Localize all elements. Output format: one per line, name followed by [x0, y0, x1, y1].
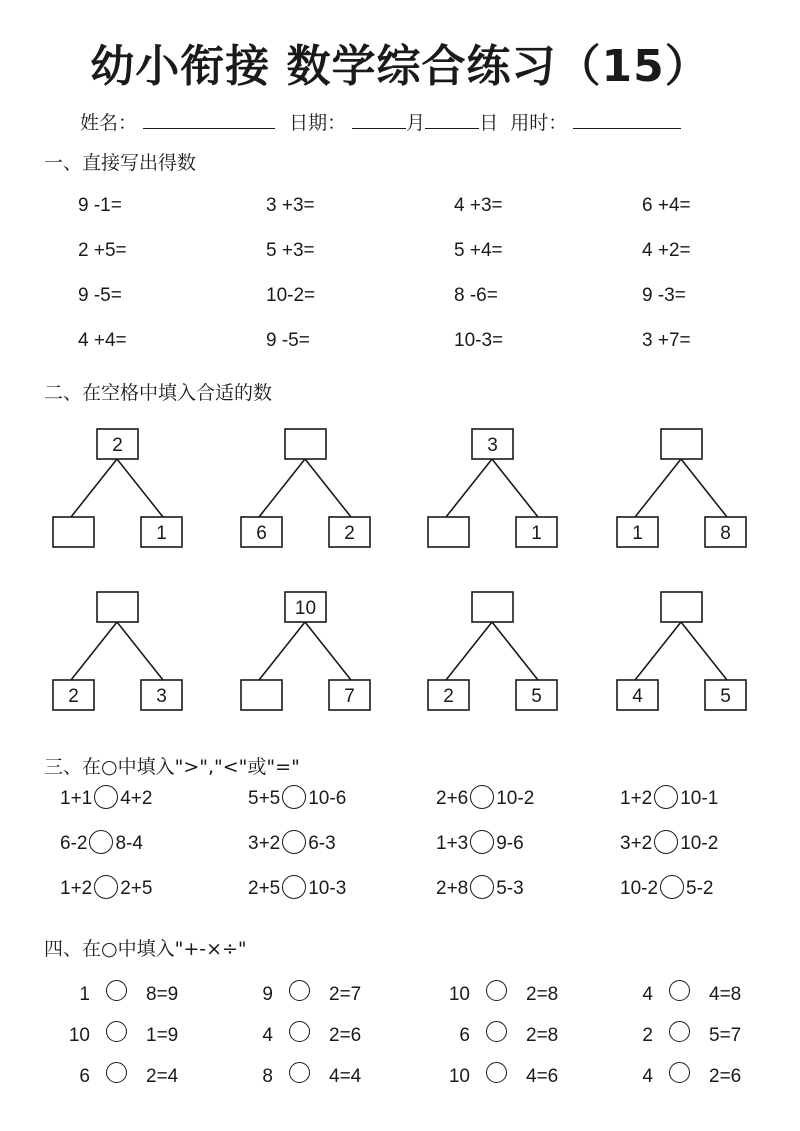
bond-line: [681, 459, 727, 517]
answer-circle[interactable]: [470, 785, 494, 809]
arithmetic-problem: 3 +3=: [266, 195, 315, 216]
compare-problem: [436, 787, 534, 811]
arithmetic-problem: 4 +4=: [78, 330, 127, 351]
compare-right: 10-6: [308, 788, 347, 810]
bond-line: [71, 622, 117, 680]
bond-box-top[interactable]: [285, 429, 326, 459]
arithmetic-problem: 6 +4=: [642, 195, 691, 216]
operator-circle[interactable]: [289, 1062, 310, 1083]
bond-box-top[interactable]: [472, 592, 513, 622]
answer-circle[interactable]: [94, 875, 118, 899]
bond-box-top[interactable]: [661, 592, 702, 622]
compare-problem: [248, 832, 336, 856]
compare-right: 9-6: [496, 833, 524, 855]
bond-line: [117, 459, 163, 517]
arithmetic-problem: 10-2=: [266, 285, 316, 306]
compare-right: 4+2: [120, 788, 153, 810]
operator-left-number: 10: [68, 1025, 90, 1046]
bond-number: 1: [632, 523, 643, 544]
compare-problem: [436, 832, 524, 856]
operator-left-number: 8: [262, 1066, 273, 1087]
number-bond-tree: [241, 592, 370, 710]
bond-line: [117, 622, 163, 680]
operator-circle[interactable]: [486, 1021, 507, 1042]
section-1-heading: 一、直接写出得数: [44, 152, 197, 174]
answer-circle[interactable]: [654, 830, 678, 854]
operator-left-number: 10: [448, 984, 470, 1005]
number-bond-tree: [617, 592, 746, 710]
operator-right-expression: 4=4: [329, 1066, 362, 1087]
number-bond-tree: [53, 429, 182, 547]
arithmetic-problem: 5 +4=: [454, 240, 503, 261]
arithmetic-problem: 9 -5=: [266, 330, 310, 351]
compare-problem: [620, 787, 718, 811]
bond-number: 7: [344, 686, 355, 707]
operator-left-number: 10: [448, 1066, 470, 1087]
compare-right: 5-3: [496, 878, 524, 900]
day-label: 日: [479, 112, 499, 134]
answer-circle[interactable]: [282, 830, 306, 854]
compare-left: 6-2: [60, 833, 88, 855]
page-title: 幼小衔接 数学综合练习（15）: [90, 41, 710, 92]
operator-right-expression: 2=6: [709, 1066, 742, 1087]
compare-problem: [620, 877, 714, 901]
operator-right-expression: 2=8: [526, 1025, 559, 1046]
operator-right-expression: 2=6: [329, 1025, 362, 1046]
compare-left: 1+2: [60, 878, 93, 900]
compare-right: 10-1: [680, 788, 719, 810]
compare-right: 6-3: [308, 833, 336, 855]
compare-right: 8-4: [115, 833, 143, 855]
operator-right-expression: 5=7: [709, 1025, 742, 1046]
compare-problem: [436, 877, 524, 901]
bond-line: [305, 622, 351, 680]
compare-left: 2+8: [436, 878, 469, 900]
operator-circle[interactable]: [486, 980, 507, 1001]
operator-circle[interactable]: [106, 1062, 127, 1083]
time-label: 用时：: [510, 112, 568, 134]
section-4-heading: 四、在○中填入"+-×÷": [44, 938, 247, 960]
bond-box-left[interactable]: [241, 680, 282, 710]
arithmetic-problem: 5 +3=: [266, 240, 315, 261]
bond-number: 4: [632, 686, 643, 707]
bond-box-top[interactable]: [97, 592, 138, 622]
operator-right-expression: 2=8: [526, 984, 559, 1005]
compare-left: 2+5: [248, 878, 281, 900]
operator-right-expression: 2=4: [146, 1066, 179, 1087]
bond-box-left[interactable]: [428, 517, 469, 547]
bond-number: 6: [256, 523, 267, 544]
operator-right-expression: 1=9: [146, 1025, 179, 1046]
answer-circle[interactable]: [470, 830, 494, 854]
operator-circle[interactable]: [106, 980, 127, 1001]
bond-number: 5: [720, 686, 731, 707]
bond-number: 5: [531, 686, 542, 707]
arithmetic-problem: 2 +5=: [78, 240, 127, 261]
bond-number: 2: [344, 523, 355, 544]
operator-left-number: 4: [262, 1025, 273, 1046]
bond-number: 3: [487, 435, 498, 456]
compare-right: 10-3: [308, 878, 347, 900]
compare-left: 3+2: [248, 833, 281, 855]
operator-left-number: 6: [79, 1066, 90, 1087]
arithmetic-problem: 4 +2=: [642, 240, 691, 261]
bond-box-top[interactable]: [661, 429, 702, 459]
bond-line: [446, 622, 492, 680]
number-bond-tree: [53, 592, 182, 710]
answer-circle[interactable]: [94, 785, 118, 809]
bond-line: [259, 459, 305, 517]
arithmetic-problem: 3 +7=: [642, 330, 691, 351]
arithmetic-problem: 10-3=: [454, 330, 504, 351]
number-bond-tree: [617, 429, 746, 547]
bond-line: [635, 622, 681, 680]
bond-number: 2: [443, 686, 454, 707]
operator-circle[interactable]: [106, 1021, 127, 1042]
answer-circle[interactable]: [470, 875, 494, 899]
bond-number: 3: [156, 686, 167, 707]
compare-right: 10-2: [496, 788, 535, 810]
bond-line: [305, 459, 351, 517]
bond-box-left[interactable]: [53, 517, 94, 547]
bond-line: [259, 622, 305, 680]
operator-circle[interactable]: [289, 1021, 310, 1042]
compare-left: 5+5: [248, 788, 281, 810]
answer-circle[interactable]: [654, 785, 678, 809]
bond-number: 1: [156, 523, 167, 544]
bond-number: 2: [68, 686, 79, 707]
arithmetic-problem: 8 -6=: [454, 285, 498, 306]
compare-problem: [60, 832, 143, 856]
section-2-heading: 二、在空格中填入合适的数: [44, 382, 273, 404]
bond-number: 2: [112, 435, 123, 456]
date-label: 日期：: [289, 112, 347, 134]
answer-circle[interactable]: [282, 785, 306, 809]
operator-left-number: 4: [642, 984, 653, 1005]
bond-line: [635, 459, 681, 517]
operator-circle[interactable]: [289, 980, 310, 1001]
operator-circle[interactable]: [669, 1062, 690, 1083]
number-bond-tree: [241, 429, 370, 547]
number-bond-tree: [428, 429, 557, 547]
answer-circle[interactable]: [660, 875, 684, 899]
compare-right: 5-2: [686, 878, 714, 900]
compare-problem: [248, 877, 346, 901]
bond-number: 1: [531, 523, 542, 544]
operator-right-expression: 2=7: [329, 984, 362, 1005]
arithmetic-problem: 9 -1=: [78, 195, 122, 216]
number-bond-tree: [428, 592, 557, 710]
bond-line: [492, 459, 538, 517]
operator-left-number: 1: [79, 984, 90, 1005]
bond-line: [446, 459, 492, 517]
compare-left: 10-2: [620, 878, 659, 900]
answer-circle[interactable]: [282, 875, 306, 899]
compare-right: 2+5: [120, 878, 153, 900]
month-label: 月: [406, 112, 426, 134]
compare-left: 1+2: [620, 788, 653, 810]
compare-left: 2+6: [436, 788, 469, 810]
bond-number: 8: [720, 523, 731, 544]
compare-problem: [248, 787, 346, 811]
operator-circle[interactable]: [486, 1062, 507, 1083]
compare-problem: [60, 877, 152, 901]
answer-circle[interactable]: [89, 830, 113, 854]
operator-right-expression: 8=9: [146, 984, 179, 1005]
operator-right-expression: 4=6: [526, 1066, 559, 1087]
compare-left: 3+2: [620, 833, 653, 855]
compare-left: 1+3: [436, 833, 469, 855]
bond-line: [71, 459, 117, 517]
operator-left-number: 4: [642, 1066, 653, 1087]
compare-problem: [60, 787, 152, 811]
arithmetic-problem: 9 -3=: [642, 285, 686, 306]
compare-right: 10-2: [680, 833, 719, 855]
bond-number: 10: [294, 598, 317, 619]
operator-left-number: 9: [262, 984, 273, 1005]
operator-left-number: 6: [459, 1025, 470, 1046]
bond-line: [681, 622, 727, 680]
operator-circle[interactable]: [669, 980, 690, 1001]
arithmetic-problem: 4 +3=: [454, 195, 503, 216]
compare-left: 1+1: [60, 788, 93, 810]
compare-problem: [620, 832, 718, 856]
name-label: 姓名：: [80, 112, 138, 134]
operator-circle[interactable]: [669, 1021, 690, 1042]
bond-line: [492, 622, 538, 680]
section-3-heading: 三、在○中填入">","<"或"=": [44, 756, 300, 778]
operator-right-expression: 4=8: [709, 984, 742, 1005]
operator-left-number: 2: [642, 1025, 653, 1046]
arithmetic-problem: 9 -5=: [78, 285, 122, 306]
